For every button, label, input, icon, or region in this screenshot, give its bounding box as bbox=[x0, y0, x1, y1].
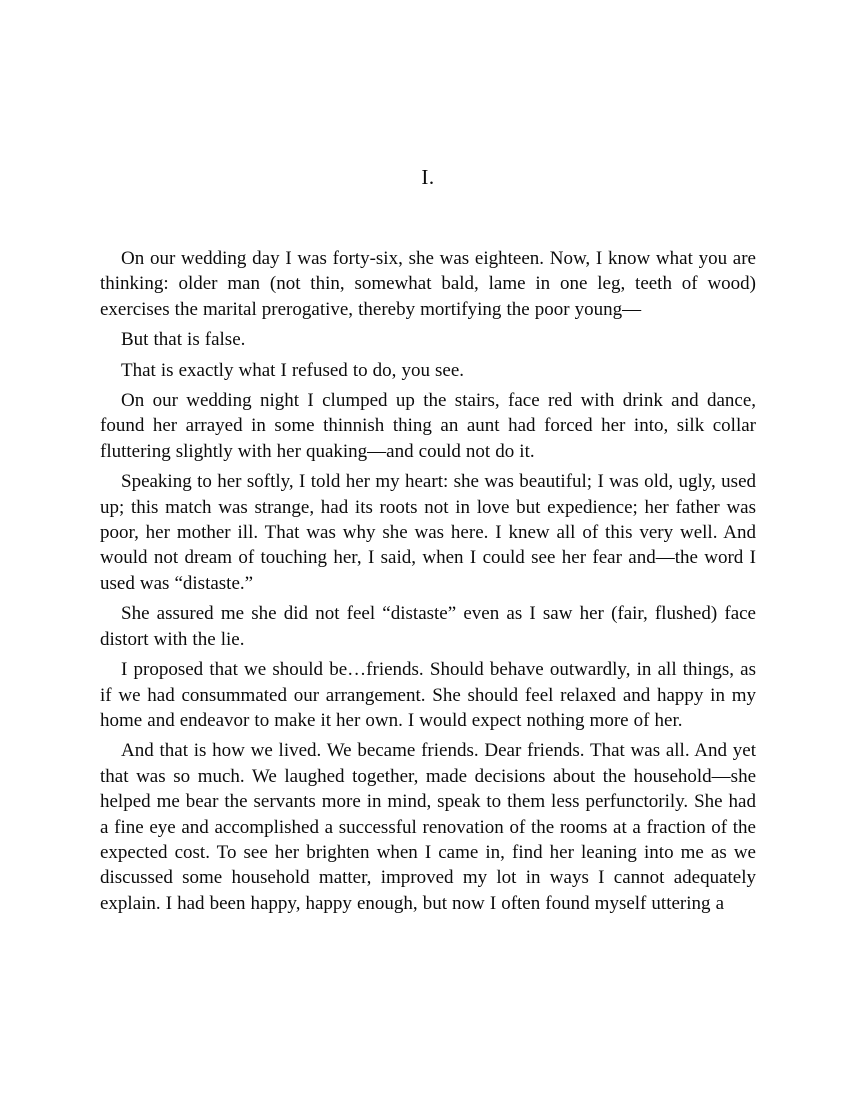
body-paragraph: I proposed that we should be…friends. Should behave outwardly, in all things, as if we had consummated our arrangement. She should feel relaxed and happy in my home and endeavor to make it her own. I would expect nothing more of her. bbox=[100, 659, 756, 731]
body-paragraph: On our wedding night I clumped up the stairs, face red with drink and dance, found her arrayed in some thinnish thing an aunt had forced her into, silk collar fluttering slightly with her quaking—and could not do it. bbox=[100, 390, 756, 462]
body-paragraph: And that is how we lived. We became friends. Dear friends. That was all. And yet that was so much. We laughed together, made decisions about the household—she helped me bear the servants more in mind, speak to them less perfunctorily. She had a fine eye and accomplished a successful renovation of the rooms at a fraction of the expected cost. To see her brighten when I came in, find her leaning into me as we discussed some household matter, improved my lot in ways I cannot adequately explain. I had been happy, happy enough, but now I often found myself uttering a bbox=[100, 740, 756, 914]
body-paragraph: Speaking to her softly, I told her my heart: she was beautiful; I was old, ugly, used up; this match was strange, had its roots not in love but expedience; her father was poor, her mother ill. That was why she was here. I knew all of this very well. And would not dream of touching her, I said, when I could see her fear and—the word I used was “distaste.” bbox=[100, 471, 756, 594]
body-paragraph: But that is false. bbox=[121, 329, 246, 351]
chapter-heading: I. bbox=[421, 165, 435, 189]
body-paragraph: On our wedding day I was forty-six, she was eighteen. Now, I know what you are thinking: older man (not thin, somewhat bald, lame in one leg, teeth of wood) exercises the marital prerogative, thereby mortifying the poor young— bbox=[100, 248, 756, 320]
body-text bbox=[100, 246, 756, 916]
text-block bbox=[100, 164, 756, 916]
body-paragraph: That is exactly what I refused to do, you see. bbox=[121, 359, 465, 381]
body-paragraph: She assured me she did not feel “distaste” even as I saw her (fair, flushed) face distort with the lie. bbox=[100, 603, 756, 650]
